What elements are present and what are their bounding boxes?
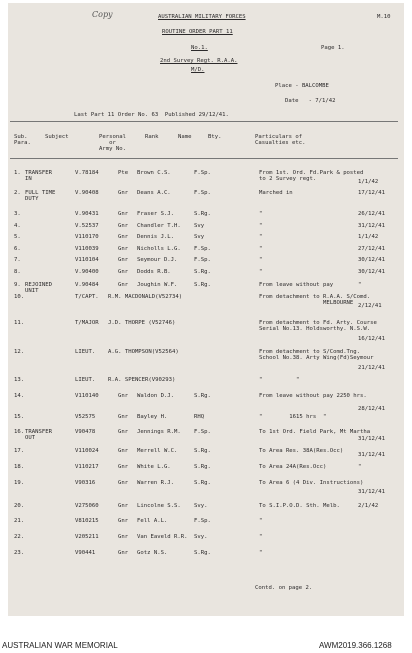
cell-army-number: V52575 xyxy=(75,414,96,420)
cell-army-number: LIEUT. xyxy=(75,349,96,355)
cell-battery: S.Rg. xyxy=(194,448,211,454)
cell-particulars: " xyxy=(259,223,263,229)
cell-particulars: " xyxy=(259,211,263,217)
cell-particulars: " xyxy=(259,534,263,540)
cell-name: Lincolne S.S. xyxy=(137,503,181,509)
cell-rank: Gnr xyxy=(118,448,129,454)
cell-date: 2/12/41 xyxy=(358,303,382,309)
header-bottom-rule xyxy=(10,158,398,159)
order-title: ROUTINE ORDER PART 11 xyxy=(162,29,233,35)
cell-rank: Gnr xyxy=(118,503,129,509)
cell-name: R.A. SPENCER(V90293) xyxy=(108,377,176,383)
cell-date: 2/1/42 xyxy=(358,503,379,509)
cell-subject: TRANSFER IN xyxy=(25,170,52,182)
cell-army-number: V.90408 xyxy=(75,190,99,196)
table-row xyxy=(8,269,404,275)
table-row xyxy=(8,257,404,263)
cell-army-number: V.78184 xyxy=(75,170,99,176)
cell-para-number: 11. xyxy=(14,320,25,326)
cell-particulars: From detachment to Fd. Arty. Course Serial No.13. Holdsworthy. N.S.W. xyxy=(259,320,377,332)
cell-battery: F.Sp. xyxy=(194,429,211,435)
cell-particulars: To Area 24A(Res.Occ) xyxy=(259,464,327,470)
cell-battery: Svy. xyxy=(194,503,208,509)
order-number: No.1. xyxy=(191,45,208,51)
cell-particulars: " xyxy=(259,234,263,240)
cell-battery: F.Sp. xyxy=(194,257,211,263)
cell-para-number: 21. xyxy=(14,518,25,524)
cell-name: Dodds R.B. xyxy=(137,269,171,275)
table-row xyxy=(8,246,404,252)
cell-para-number: 9. xyxy=(14,282,21,288)
cell-name: Bayley H. xyxy=(137,414,168,420)
cell-para-number: 17. xyxy=(14,448,25,454)
table-row xyxy=(8,518,404,524)
cell-para-number: 7. xyxy=(14,257,21,263)
cell-rank: Gnr xyxy=(118,211,129,217)
cell-battery: F.Sp. xyxy=(194,190,211,196)
cell-name: White L.G. xyxy=(137,464,171,470)
cell-particulars: " 1615 hrs " xyxy=(259,414,327,420)
cell-date: 30/12/41 xyxy=(358,257,385,263)
cell-army-number: V110170 xyxy=(75,234,99,240)
cell-army-number: V110217 xyxy=(75,464,99,470)
table-row xyxy=(8,464,404,470)
date-line: Date - 7/1/42 xyxy=(285,98,336,104)
cell-rank: Gnr xyxy=(118,257,129,263)
org-heading: AUSTRALIAN MILITARY FORCES xyxy=(158,14,246,20)
cell-rank: Gnr xyxy=(118,246,129,252)
place-line: Place - BALCOMBE xyxy=(275,83,329,89)
table-row xyxy=(8,349,404,371)
cell-name: Deans A.C. xyxy=(137,190,171,196)
cell-particulars: To 1st Ord. Field Park, Mt Martha xyxy=(259,429,371,435)
cell-army-number: V110024 xyxy=(75,448,99,454)
cell-para-number: 13. xyxy=(14,377,25,383)
cell-para-number: 20. xyxy=(14,503,25,509)
cell-rank: Gnr xyxy=(118,223,129,229)
cell-particulars: To Area 6 (4 Div. Instructions) xyxy=(259,480,364,486)
table-row xyxy=(8,429,404,442)
cell-name: Brown C.S. xyxy=(137,170,171,176)
cell-army-number: V90316 xyxy=(75,480,96,486)
cell-date: 30/12/41 xyxy=(358,269,385,275)
copy-annotation: Copy xyxy=(92,10,113,19)
cell-date: 31/12/41 xyxy=(358,452,385,458)
cell-rank: Gnr xyxy=(118,429,129,435)
cell-para-number: 1. xyxy=(14,170,21,176)
cell-name: Fell A.L. xyxy=(137,518,168,524)
last-order-line: Last Part 11 Order No. 63 Published 29/12/41. xyxy=(74,112,229,118)
cell-army-number: V90478 xyxy=(75,429,96,435)
table-row xyxy=(8,377,404,383)
cell-battery: Svy xyxy=(194,223,205,229)
cell-army-number: V810215 xyxy=(75,518,99,524)
cell-name: A.G. THOMPSON(V52564) xyxy=(108,349,179,355)
cell-army-number: V.52537 xyxy=(75,223,99,229)
cell-battery: F.Sp. xyxy=(194,518,211,524)
cell-particulars: " xyxy=(259,246,263,252)
table-row xyxy=(8,190,404,202)
table-row xyxy=(8,282,404,294)
cell-rank: Gnr xyxy=(118,550,129,556)
cell-date: 31/12/41 xyxy=(358,223,385,229)
cell-army-number: V110104 xyxy=(75,257,99,263)
cell-date: 27/12/41 xyxy=(358,246,385,252)
cell-subject: TRANSFER OUT xyxy=(25,429,52,441)
cell-particulars: " xyxy=(259,550,263,556)
cell-para-number: 4. xyxy=(14,223,21,229)
cell-para-number: 12. xyxy=(14,349,25,355)
form-code: M.10 xyxy=(377,14,391,20)
continued-note: Contd. on page 2. xyxy=(255,585,313,591)
document-page xyxy=(8,3,404,616)
cell-army-number: V90441 xyxy=(75,550,96,556)
cell-name: Van Eaveld R.R. xyxy=(137,534,188,540)
cell-army-number: V275060 xyxy=(75,503,99,509)
cell-para-number: 5. xyxy=(14,234,21,240)
cell-para-number: 22. xyxy=(14,534,25,540)
header-name: Name xyxy=(178,134,192,140)
cell-date: 16/12/41 xyxy=(358,336,385,342)
cell-rank: Gnr xyxy=(118,269,129,275)
cell-battery: S.Rg. xyxy=(194,211,211,217)
footer-institution: AUSTRALIAN WAR MEMORIAL xyxy=(2,641,118,650)
cell-date: 17/12/41 xyxy=(358,190,385,196)
header-subject: Subject xyxy=(45,134,69,140)
cell-particulars: " xyxy=(259,269,263,275)
cell-name: Jennings R.M. xyxy=(137,429,181,435)
cell-rank: Gnr xyxy=(118,480,129,486)
cell-date: 21/12/41 xyxy=(358,365,385,371)
cell-particulars: " xyxy=(259,518,263,524)
cell-para-number: 15. xyxy=(14,414,25,420)
header-top-rule xyxy=(10,121,398,122)
cell-rank: Pte xyxy=(118,170,129,176)
cell-battery: Svy. xyxy=(194,534,208,540)
cell-para-number: 2. xyxy=(14,190,21,196)
cell-date: 31/12/41 xyxy=(358,489,385,495)
cell-army-number: V110039 xyxy=(75,246,99,252)
cell-particulars: " " xyxy=(259,377,300,383)
cell-name: Seymour D.J. xyxy=(137,257,178,263)
cell-particulars: From leave without pay xyxy=(259,282,334,288)
cell-army-number: V.90431 xyxy=(75,211,99,217)
cell-name: Waldon D.J. xyxy=(137,393,175,399)
header-particulars: Particulars of Casualties etc. xyxy=(255,134,306,146)
cell-name: Joughin W.F. xyxy=(137,282,178,288)
cell-name: Warren R.J. xyxy=(137,480,175,486)
archive-footer xyxy=(0,640,412,653)
table-row xyxy=(8,393,404,412)
cell-date: " xyxy=(358,282,362,288)
cell-para-number: 14. xyxy=(14,393,25,399)
cell-army-number: V.90400 xyxy=(75,269,99,275)
cell-army-number: V.90484 xyxy=(75,282,99,288)
cell-particulars: To Area Res. 38A(Res.Occ) xyxy=(259,448,344,454)
table-row xyxy=(8,170,404,185)
table-row xyxy=(8,448,404,458)
cell-army-number: V205211 xyxy=(75,534,99,540)
cell-rank: Gnr xyxy=(118,414,129,420)
table-row xyxy=(8,320,404,342)
cell-battery: Svy xyxy=(194,234,205,240)
cell-rank: Gnr xyxy=(118,190,129,196)
cell-army-number: LIEUT. xyxy=(75,377,96,383)
table-row xyxy=(8,211,404,217)
cell-subject: REJOINED UNIT xyxy=(25,282,52,294)
cell-name: Gotz N.S. xyxy=(137,550,168,556)
cell-name: J.D. THORPE (V52746) xyxy=(108,320,176,326)
page-number: Page 1. xyxy=(321,45,345,51)
cell-rank: Gnr xyxy=(118,534,129,540)
cell-date: 28/12/41 xyxy=(358,406,385,412)
cell-battery: S.Rg. xyxy=(194,282,211,288)
table-row xyxy=(8,534,404,540)
cell-para-number: 18. xyxy=(14,464,25,470)
cell-particulars: Marched in xyxy=(259,190,293,196)
table-row xyxy=(8,480,404,495)
cell-battery: F.Sp. xyxy=(194,246,211,252)
cell-rank: Gnr xyxy=(118,393,129,399)
cell-date: 31/12/41 xyxy=(358,436,385,442)
cell-particulars: From leave without pay 2250 hrs. xyxy=(259,393,367,399)
cell-para-number: 19. xyxy=(14,480,25,486)
cell-battery: S.Rg. xyxy=(194,480,211,486)
table-row xyxy=(8,503,404,509)
unit-name: 2nd Survey Regt. R.A.A. xyxy=(160,58,238,64)
cell-name: Chandler T.H. xyxy=(137,223,181,229)
table-row xyxy=(8,223,404,229)
cell-battery: RHQ xyxy=(194,414,205,420)
table-row xyxy=(8,550,404,556)
cell-para-number: 8. xyxy=(14,269,21,275)
cell-rank: Gnr xyxy=(118,518,129,524)
table-row xyxy=(8,414,404,420)
cell-name: R.M. MACDONALD(V52734) xyxy=(108,294,183,300)
table-row xyxy=(8,234,404,240)
cell-army-number: T/MAJOR xyxy=(75,320,99,326)
cell-battery: S.Rg. xyxy=(194,393,211,399)
cell-date: 26/12/41 xyxy=(358,211,385,217)
cell-army-number: V110140 xyxy=(75,393,99,399)
cell-date: 1/1/42 xyxy=(358,179,379,185)
header-rank: Rank xyxy=(145,134,159,140)
cell-particulars: To S.I.P.O.D. Sth. Melb. xyxy=(259,503,340,509)
cell-particulars: " xyxy=(259,257,263,263)
cell-para-number: 10. xyxy=(14,294,25,300)
cell-name: Nicholls L.G. xyxy=(137,246,181,252)
cell-name: Dennis J.L. xyxy=(137,234,175,240)
cell-date: 1/1/42 xyxy=(358,234,379,240)
header-personal-army-no: Personal or Army No. xyxy=(99,134,126,152)
header-sub-para: Sub. Para. xyxy=(14,134,31,146)
cell-particulars: From 1st. Ord. Fd.Park & posted to 2 Survey regt. xyxy=(259,170,364,182)
cell-battery: S.Rg. xyxy=(194,464,211,470)
cell-rank: Gnr xyxy=(118,464,129,470)
cell-name: Merrell W.C. xyxy=(137,448,178,454)
cell-battery: S.Rg. xyxy=(194,550,211,556)
footer-accession-number: AWM2019.366.1268 xyxy=(319,641,392,650)
cell-date: " xyxy=(358,464,362,470)
cell-particulars: From detachment to R.A.A. S/Comd. MELBOURNE xyxy=(259,294,371,306)
cell-name: Fraser S.J. xyxy=(137,211,175,217)
cell-particulars: From detachment to S/Comd.Tng. School No.38. Arty Wing(Fd)Seymour xyxy=(259,349,374,361)
cell-rank: Gnr xyxy=(118,234,129,240)
cell-para-number: 3. xyxy=(14,211,21,217)
cell-army-number: T/CAPT. xyxy=(75,294,99,300)
unit-district: M/D. xyxy=(191,67,205,73)
cell-para-number: 23. xyxy=(14,550,25,556)
header-bty: Bty. xyxy=(208,134,222,140)
cell-battery: S.Rg. xyxy=(194,269,211,275)
table-row xyxy=(8,294,404,309)
cell-rank: Gnr xyxy=(118,282,129,288)
cell-battery: F.Sp. xyxy=(194,170,211,176)
cell-para-number: 6. xyxy=(14,246,21,252)
cell-para-number: 16. xyxy=(14,429,25,435)
cell-subject: FULL TIME DUTY xyxy=(25,190,56,202)
